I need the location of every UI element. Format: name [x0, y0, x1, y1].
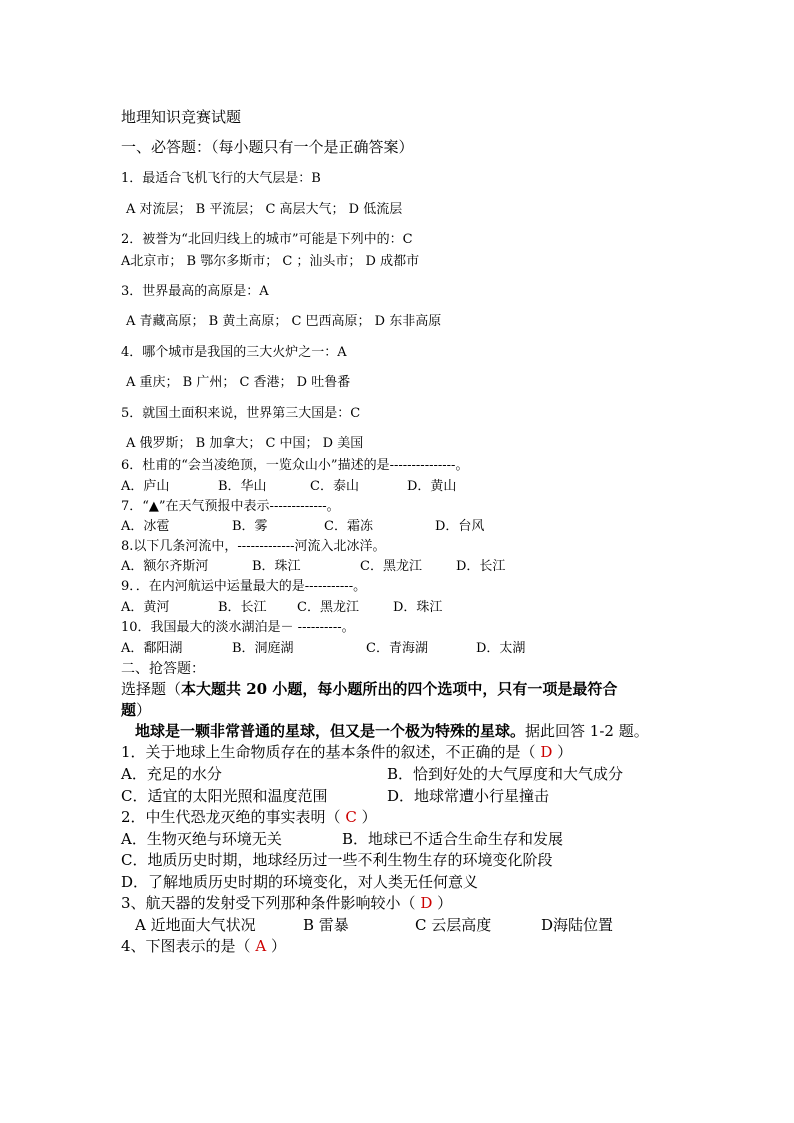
passage-rest: 据此回答 1-2 题。 — [525, 722, 649, 740]
q3-text: 3．世界最高的高原是：A — [121, 284, 269, 299]
b2-option-c: C．地质历史时期，地球经历过一些不利生物生存的环境变化阶段 — [121, 851, 553, 869]
b4-answer: A — [255, 937, 267, 955]
q7-option-b: B．雾 — [232, 519, 268, 534]
b4-question — [121, 939, 286, 954]
q10-text: 10．我国最大的淡水湖泊是－ ----------。 — [121, 620, 355, 635]
b1-option-b: B．恰到好处的大气厚度和大气成分 — [387, 765, 624, 783]
q10-option-d: D．太湖 — [476, 641, 526, 656]
b3-option-d: D海陆位置 — [541, 916, 614, 934]
b2-option-a: A．生物灭绝与环境无关 — [121, 830, 282, 848]
q4-text: 4．哪个城市是我国的三大火炉之一：A — [121, 345, 347, 360]
q7-option-a: A．冰雹 — [121, 519, 170, 534]
choice-intro-line2-emphasis: 题 — [121, 701, 137, 719]
b1-answer: D — [540, 743, 553, 761]
b4-text: 4、下图表示的是（ — [121, 937, 251, 955]
b1-option-d: D．地球常遭小行星撞击 — [387, 787, 550, 805]
q4-options: A 重庆； B 广州； C 香港； D 吐鲁番 — [126, 375, 351, 390]
q9-option-a: A．黄河 — [121, 600, 170, 615]
b4-close: ） — [270, 937, 286, 955]
q6-text: 6．杜甫的“会当凌绝顶，一览众山小”描述的是---------------。 — [121, 458, 469, 473]
b3-question — [121, 896, 452, 911]
q10-option-b: B．洞庭湖 — [232, 641, 294, 656]
b1-option-c: C．适宜的太阳光照和温度范围 — [121, 787, 328, 805]
b3-option-b: B 雷暴 — [303, 916, 349, 934]
b3-close: ） — [437, 894, 453, 912]
section-2-heading: 二、抢答题： — [121, 661, 205, 677]
q6-option-b: B．华山 — [218, 479, 267, 494]
b2-option-d: D．了解地质历史时期的环境变化，对人类无任何意义 — [121, 873, 479, 891]
b2-question — [121, 810, 377, 825]
choice-intro-prefix: 选择题（ — [121, 680, 182, 698]
q8-option-a: A．额尔齐斯河 — [121, 559, 209, 574]
b1-question — [121, 745, 572, 760]
b2-text: 2．中生代恐龙灭绝的事实表明（ — [121, 808, 341, 826]
b3-text: 3、航天器的发射受下列那种条件影响较小（ — [121, 894, 416, 912]
q9-text: 9．．在内河航运中运量最大的是-----------。 — [121, 579, 367, 594]
q9-option-c: C．黑龙江 — [297, 600, 359, 615]
q6-option-d: D．黄山 — [407, 479, 457, 494]
b1-option-a: A．充足的水分 — [121, 765, 222, 783]
q8-option-c: C．黑龙江 — [360, 559, 422, 574]
q5-text: 5．就国土面积来说，世界第三大国是：C — [121, 406, 361, 421]
b1-close: ） — [557, 743, 573, 761]
q9-option-b: B．长江 — [218, 600, 267, 615]
q7-option-c: C．霜冻 — [324, 519, 373, 534]
choice-intro-line2-end: ） — [136, 701, 152, 719]
b2-close: ） — [361, 808, 377, 826]
b3-option-a: A 近地面大气状况 — [135, 916, 256, 934]
q10-option-a: A．鄱阳湖 — [121, 641, 183, 656]
q8-option-b: B．珠江 — [252, 559, 301, 574]
q7-text: 7．“▲”在天气预报中表示-------------。 — [121, 499, 340, 514]
b2-answer: C — [345, 808, 357, 826]
b3-option-c: C 云层高度 — [415, 916, 492, 934]
q8-text: 8.以下几条河流中，-------------河流入北冰洋。 — [121, 539, 386, 554]
choice-intro — [121, 682, 617, 697]
choice-intro-line2 — [121, 703, 151, 718]
q1-text: 1．最适合飞机飞行的大气层是：B — [121, 171, 321, 186]
q2-text: 2．被誉为“北回归线上的城市”可能是下列中的：C — [121, 232, 413, 247]
section-1-heading: 一、必答题：（每小题只有一个是正确答案） — [121, 138, 414, 156]
q8-option-d: D．长江 — [456, 559, 506, 574]
choice-intro-emphasis: 本大题共 20 小题，每小题所出的四个选项中，只有一项是最符合 — [181, 680, 618, 698]
q9-option-d: D．珠江 — [393, 600, 443, 615]
q6-option-c: C．泰山 — [310, 479, 359, 494]
q2-options: A北京市； B 鄂尔多斯市； C ；汕头市； D 成都市 — [121, 254, 420, 269]
q5-options: A 俄罗斯； B 加拿大； C 中国； D 美国 — [126, 436, 364, 451]
passage-emphasis: 地球是一颗非常普通的星球，但又是一个极为特殊的星球。 — [135, 722, 526, 740]
b2-option-b: B．地球已不适合生命生存和发展 — [342, 830, 564, 848]
passage — [135, 724, 649, 739]
q3-options: A 青藏高原； B 黄土高原； C 巴西高原； D 东非高原 — [126, 314, 442, 329]
q10-option-c: C．青海湖 — [366, 641, 428, 656]
q6-option-a: A．庐山 — [121, 479, 170, 494]
b3-answer: D — [420, 894, 433, 912]
q1-options: A 对流层； B 平流层； C 高层大气； D 低流层 — [126, 202, 403, 217]
b1-text: 1．关于地球上生命物质存在的基本条件的叙述，不正确的是（ — [121, 743, 536, 761]
document-title: 地理知识竞赛试题 — [121, 108, 242, 126]
q7-option-d: D．台风 — [435, 519, 485, 534]
